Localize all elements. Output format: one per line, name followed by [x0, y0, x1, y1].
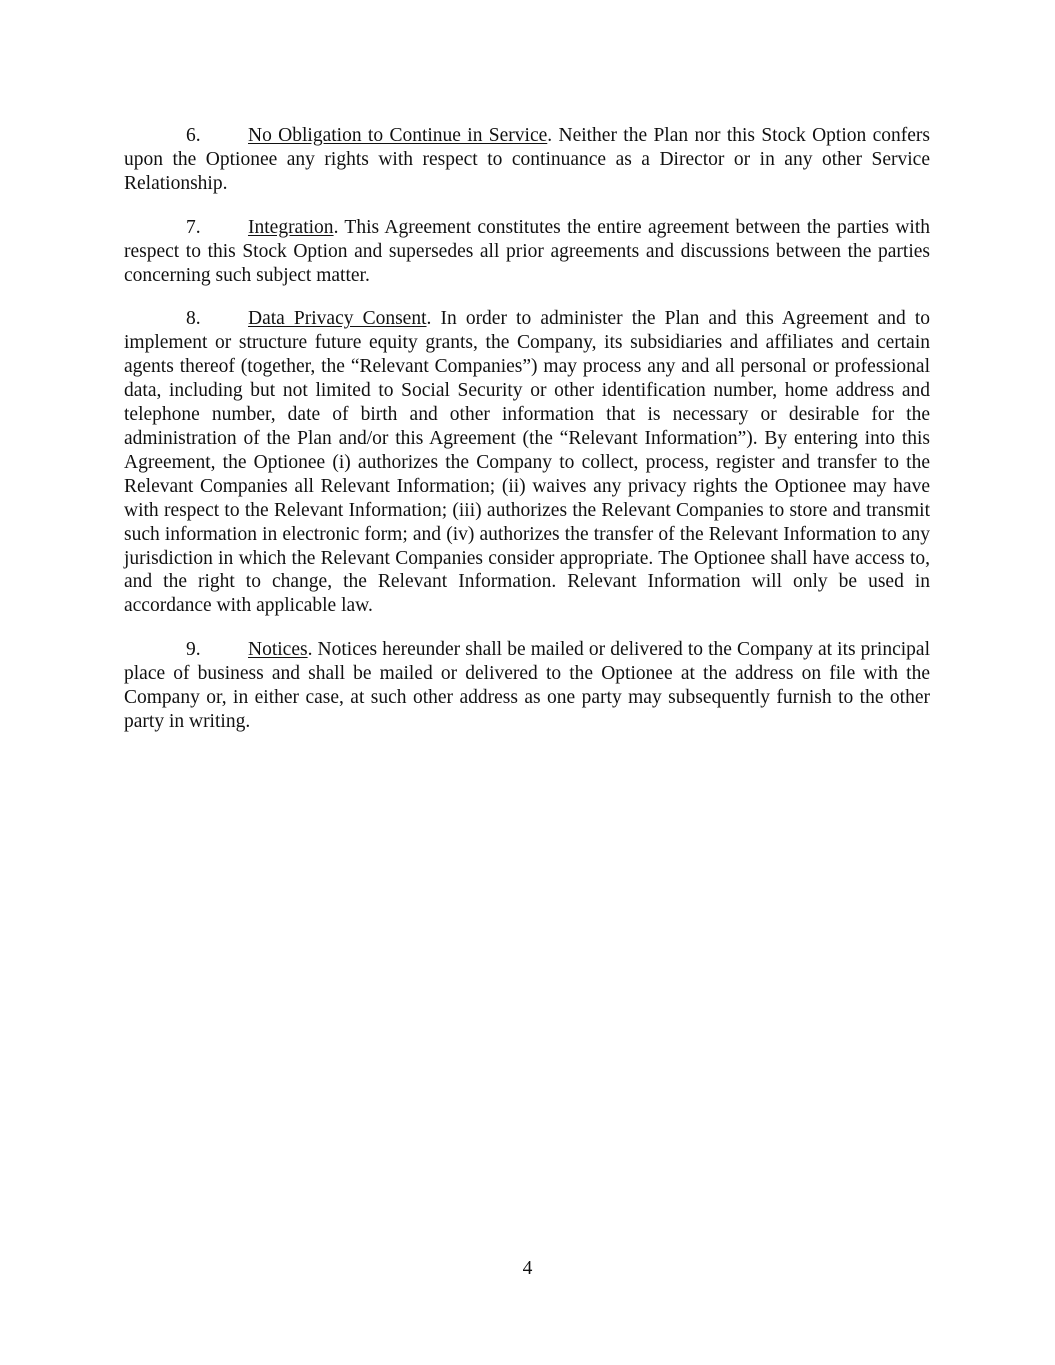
section-text: This Agreement constitutes the entire agreement between the parties with respect to this Stock Option and supersedes all prior agreements and discussions between the parties concerning such subject matter. [124, 216, 930, 286]
heading-period: . [426, 308, 432, 330]
section-9 [124, 638, 930, 734]
section-text: In order to administer the Plan and this Agreement and to implement or structure future equity grants, the Company, its subsidiaries and affiliates and certain agents thereof (together, the “Relevant Companies”) may process any and all personal or professional data, including but not limited to Social Security or other identification number, home address and telephone number, date of birth and other information that is necessary or desirable for the administration of the Plan and/or this Agreement (the “Relevant Information”). By entering into this Agreement, the Optionee (i) authorizes the Company to collect, process, register and transfer to the Relevant Companies all Relevant Information; (ii) waives any privacy rights the Optionee may have with respect to the Relevant Information; (iii) authorizes the Relevant Companies to store and transmit such information in electronic form; and (iv) authorizes the transfer of the Relevant Information to any jurisdiction in which the Relevant Companies consider appropriate. The Optionee shall have access to, and the right to change, the Relevant Information. Relevant Information will only be used in accordance with applicable law. [124, 308, 931, 617]
section-7 [124, 216, 930, 288]
section-text: Notices hereunder shall be mailed or delivered to the Company at its principal place of business and shall be mailed or delivered to the Optionee at the address on file with the Company or, in either case, at such other address as one party may subsequently furnish to the other party in writing. [124, 639, 930, 732]
section-8 [124, 307, 930, 618]
section-number: 7. [186, 216, 201, 238]
section-heading: Data Privacy Consent [248, 308, 427, 330]
page-number: 4 [522, 1258, 533, 1279]
section-heading: No Obligation to Continue in Service [248, 125, 548, 146]
section-heading: Integration [248, 216, 334, 238]
section-number: 9. [186, 639, 201, 661]
heading-period: . [333, 216, 339, 238]
section-number: 6. [186, 125, 201, 146]
section-text: Neither the Plan nor this Stock Option confers upon the Optionee any rights with respect to continuance as a Director or in any other Service Relationship. [124, 125, 930, 194]
section-6 [124, 124, 930, 196]
document-body [124, 124, 930, 754]
heading-period: . [547, 125, 553, 146]
section-heading: Notices [248, 639, 308, 661]
section-number: 8. [186, 308, 201, 330]
heading-period: . [307, 639, 313, 661]
